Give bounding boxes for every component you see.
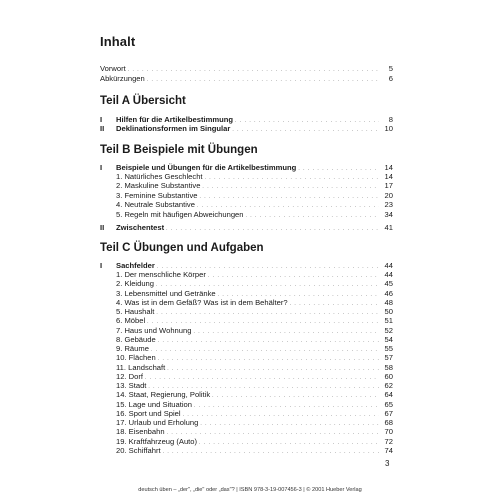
entry-label: Vorwort (100, 64, 126, 73)
section-number: I (100, 163, 103, 172)
entry-label: 7. Haus und Wohnung (116, 325, 192, 335)
entry-label: 9. Räume (116, 344, 149, 353)
entry-page: 5 (388, 64, 393, 73)
entry-label: 16. Sport und Spiel (116, 408, 181, 418)
entry-page: 74 (384, 445, 393, 455)
entry-label: Hilfen für die Artikelbestimmung (116, 115, 234, 124)
entry-label: 11. Landschaft (116, 362, 166, 372)
entry-page: 23 (384, 200, 393, 210)
entry-label: 18. Eisenbahn (116, 427, 165, 437)
entry-page: 20 (384, 190, 393, 200)
entry-page: 72 (384, 436, 393, 446)
entry-page: 8 (388, 115, 393, 124)
entry-label: 15. Lage und Situation (116, 399, 193, 409)
part-c-heading: Teil C Übungen und Aufgaben (100, 242, 264, 254)
entry-page: 41 (384, 223, 393, 232)
entry-label: 14. Staat, Regierung, Politik (116, 390, 211, 400)
leader-dots (166, 223, 379, 234)
leader-dots (246, 210, 380, 221)
entry-label: 1. Natürliches Geschlecht (116, 172, 203, 181)
toc-entry-a2[interactable] (100, 124, 393, 134)
entry-page: 14 (384, 172, 393, 181)
part-a-heading: Teil A Übersicht (100, 95, 186, 107)
entry-page: 55 (384, 344, 393, 353)
page-number: 3 (385, 459, 390, 468)
entry-page: 51 (384, 316, 393, 326)
entry-label: 8. Gebäude (116, 334, 156, 344)
entry-label: 13. Stadt (116, 381, 147, 390)
toc-subentry[interactable] (100, 210, 393, 220)
entry-label: 10. Flächen (116, 353, 156, 363)
entry-label: Beispiele und Übungen für die Artikelbestimmung (116, 163, 297, 172)
entry-page: 58 (384, 362, 393, 372)
leader-dots (232, 124, 379, 135)
leader-dots (147, 74, 379, 85)
entry-page: 52 (384, 325, 393, 335)
entry-label: 3. Feminine Substantive (116, 190, 198, 200)
section-number: I (100, 261, 103, 270)
entry-page: 46 (384, 288, 393, 298)
entry-label: 4. Was ist in dem Gefäß? Was ist in dem Behälter? (116, 297, 288, 307)
entry-page: 6 (388, 74, 393, 83)
entry-label: 4. Neutrale Substantive (116, 200, 195, 210)
section-number: I (100, 115, 103, 124)
entry-label: 5. Regeln mit häufigen Abweichungen (116, 209, 244, 219)
entry-label: 2. Maskuline Substantive (116, 181, 201, 191)
entry-page: 48 (384, 297, 393, 307)
entry-page: 50 (384, 307, 393, 316)
entry-page: 10 (384, 124, 393, 133)
entry-page: 14 (384, 163, 393, 172)
entry-label: 19. Kraftfahrzeug (Auto) (116, 436, 198, 446)
entry-page: 17 (384, 181, 393, 191)
entry-label: 2. Kleidung (116, 279, 154, 289)
entry-label: 1. Der menschliche Körper (116, 270, 206, 279)
footer-imprint: deutsch üben – „der", „die" oder „das"? | ISBN 978-3-19-007456-3 | © 2001 Hueber Verlag (138, 487, 362, 493)
section-number: II (100, 124, 105, 133)
entry-label: Sachfelder (116, 261, 155, 270)
entry-label: 6. Möbel (116, 316, 146, 326)
entry-page: 34 (384, 209, 393, 219)
entry-page: 60 (384, 371, 393, 381)
part-b-heading: Teil B Beispiele mit Übungen (100, 144, 258, 156)
toc-entry-b2[interactable] (100, 223, 393, 233)
entry-label: Abkürzungen (100, 74, 145, 83)
page-title: Inhalt (100, 34, 136, 49)
toc-entry-abkuerzungen[interactable] (100, 74, 393, 84)
entry-label: Zwischentest (116, 223, 165, 232)
leader-dots (163, 446, 379, 457)
entry-label: Deklinationsformen im Singular (116, 124, 231, 133)
section-number: II (100, 223, 105, 232)
entry-page: 70 (384, 427, 393, 437)
entry-page: 54 (384, 334, 393, 344)
entry-page: 44 (384, 261, 393, 270)
entry-label: 20. Schiffahrt (116, 445, 161, 455)
entry-page: 67 (384, 408, 393, 418)
entry-page: 62 (384, 381, 393, 390)
entry-label: 5. Haushalt (116, 307, 155, 316)
entry-label: 3. Lebensmittel und Getränke (116, 288, 216, 298)
entry-page: 45 (384, 279, 393, 289)
toc-subentry[interactable] (100, 446, 393, 456)
entry-page: 64 (384, 390, 393, 400)
entry-page: 65 (384, 399, 393, 409)
entry-label: 12. Dorf (116, 371, 144, 381)
toc-entry-vorwort[interactable] (100, 64, 393, 74)
entry-label: 17. Urlaub und Erholung (116, 418, 199, 427)
entry-page: 57 (384, 353, 393, 363)
entry-page: 44 (384, 270, 393, 279)
entry-page: 68 (384, 418, 393, 427)
